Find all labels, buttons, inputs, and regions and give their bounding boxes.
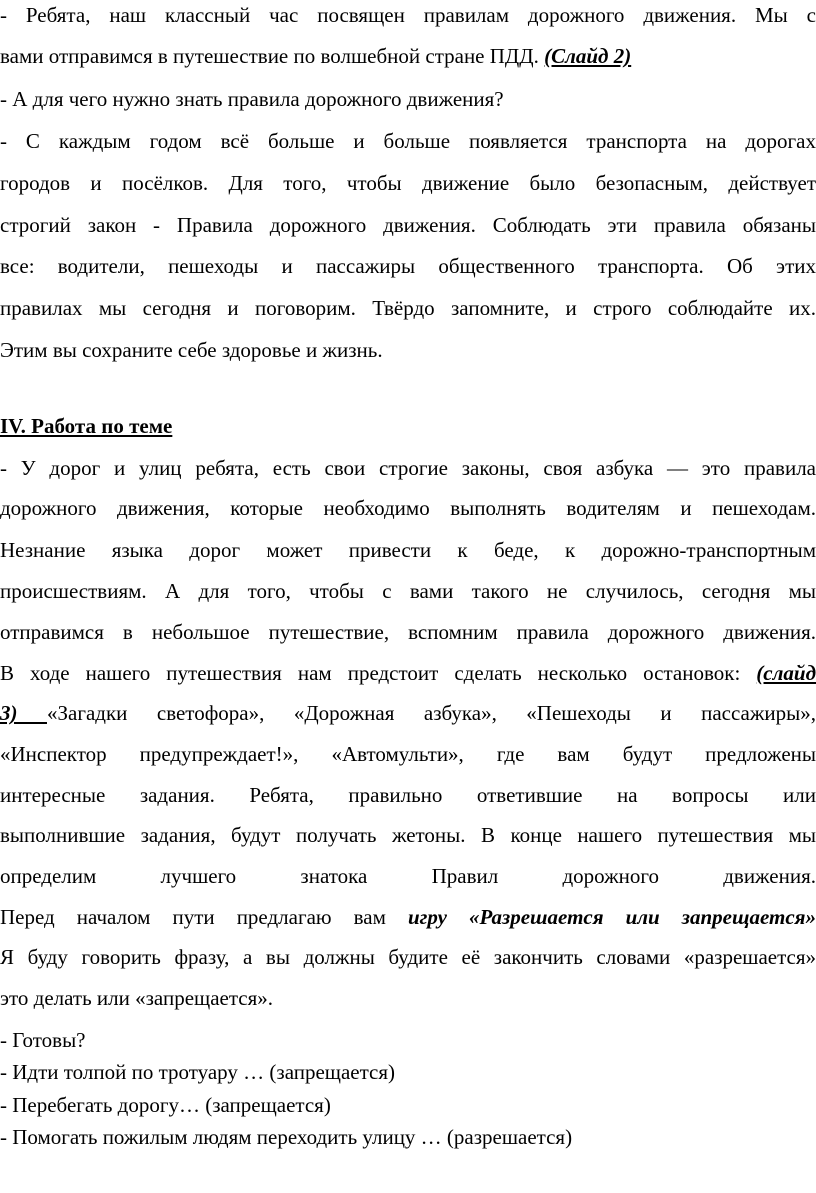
section-line-7 — [0, 700, 816, 726]
intro-line-1: - Ребята, наш классный час посвящен правилам дорожного движения. Мы с — [0, 3, 816, 27]
answer-line-5: правилах мы сегодня и поговорим. Твёрдо запомните, и строго соблюдайте их. — [0, 296, 816, 320]
intro-question: - А для чего нужно знать правила дорожного движения? — [0, 87, 504, 111]
section-line-6 — [0, 660, 816, 686]
section-line-12-text: Перед началом пути предлагаю вам — [0, 905, 408, 929]
slide-3-reference-part-2: 3) — [0, 701, 47, 725]
game-line-4: - Помогать пожилым людям переходить улицу … (разрешается) — [0, 1125, 573, 1149]
intro-line-2-text: вами отправимся в путешествие по волшебной стране ПДД. — [0, 44, 545, 68]
section-line-5: отправимся в небольшое путешествие, вспомним правила дорожного движения. — [0, 620, 816, 644]
section-line-6-text: В ходе нашего путешествия нам предстоит сделать несколько остановок: — [0, 661, 757, 685]
section-line-8: «Инспектор предупреждает!», «Автомульти», где вам будут предложены — [0, 742, 816, 766]
slide-3-reference-part-1: (слайд — [756, 661, 816, 685]
answer-line-4: все: водители, пешеходы и пассажиры общественного транспорта. Об этих — [0, 254, 816, 278]
section-line-2: дорожного движения, которые необходимо выполнять водителям и пешеходам. — [0, 496, 816, 520]
section-line-7-text: «Загадки светофора», «Дорожная азбука», «Пешеходы и пассажиры», — [46, 701, 816, 725]
game-title: игру «Разрешается или запрещается» — [407, 905, 816, 929]
slide-2-reference: (Слайд 2) — [544, 44, 632, 68]
answer-line-2: городов и посёлков. Для того, чтобы движение было безопасным, действует — [0, 171, 816, 195]
game-line-2: - Идти толпой по тротуару … (запрещается) — [0, 1060, 396, 1084]
section-line-3: Незнание языка дорог может привести к беде, к дорожно-транспортным — [0, 538, 816, 562]
answer-line-6: Этим вы сохраните себе здоровье и жизнь. — [0, 338, 383, 362]
section-line-9: интересные задания. Ребята, правильно ответившие на вопросы или — [0, 783, 816, 807]
section-line-13: Я буду говорить фразу, а вы должны будите её закончить словами «разрешается» — [0, 945, 816, 969]
game-line-3: - Перебегать дорогу… (запрещается) — [0, 1093, 331, 1117]
section-line-10: выполнившие задания, будут получать жетоны. В конце нашего путешествия мы — [0, 823, 816, 847]
section-line-12 — [0, 904, 816, 930]
section-heading: IV. Работа по теме — [0, 414, 173, 438]
section-line-1: - У дорог и улиц ребята, есть свои строгие законы, своя азбука — это правила — [0, 456, 816, 480]
section-line-14: это делать или «запрещается». — [0, 986, 274, 1010]
answer-line-3: строгий закон - Правила дорожного движения. Соблюдать эти правила обязаны — [0, 213, 816, 237]
answer-line-1: - С каждым годом всё больше и больше появляется транспорта на дорогах — [0, 129, 816, 153]
intro-line-2 — [0, 43, 816, 69]
section-line-4: происшествиям. А для того, чтобы с вами такого не случилось, сегодня мы — [0, 579, 816, 603]
game-line-1: - Готовы? — [0, 1028, 86, 1052]
section-line-11: определим лучшего знатока Правил дорожного движения. — [0, 864, 816, 888]
